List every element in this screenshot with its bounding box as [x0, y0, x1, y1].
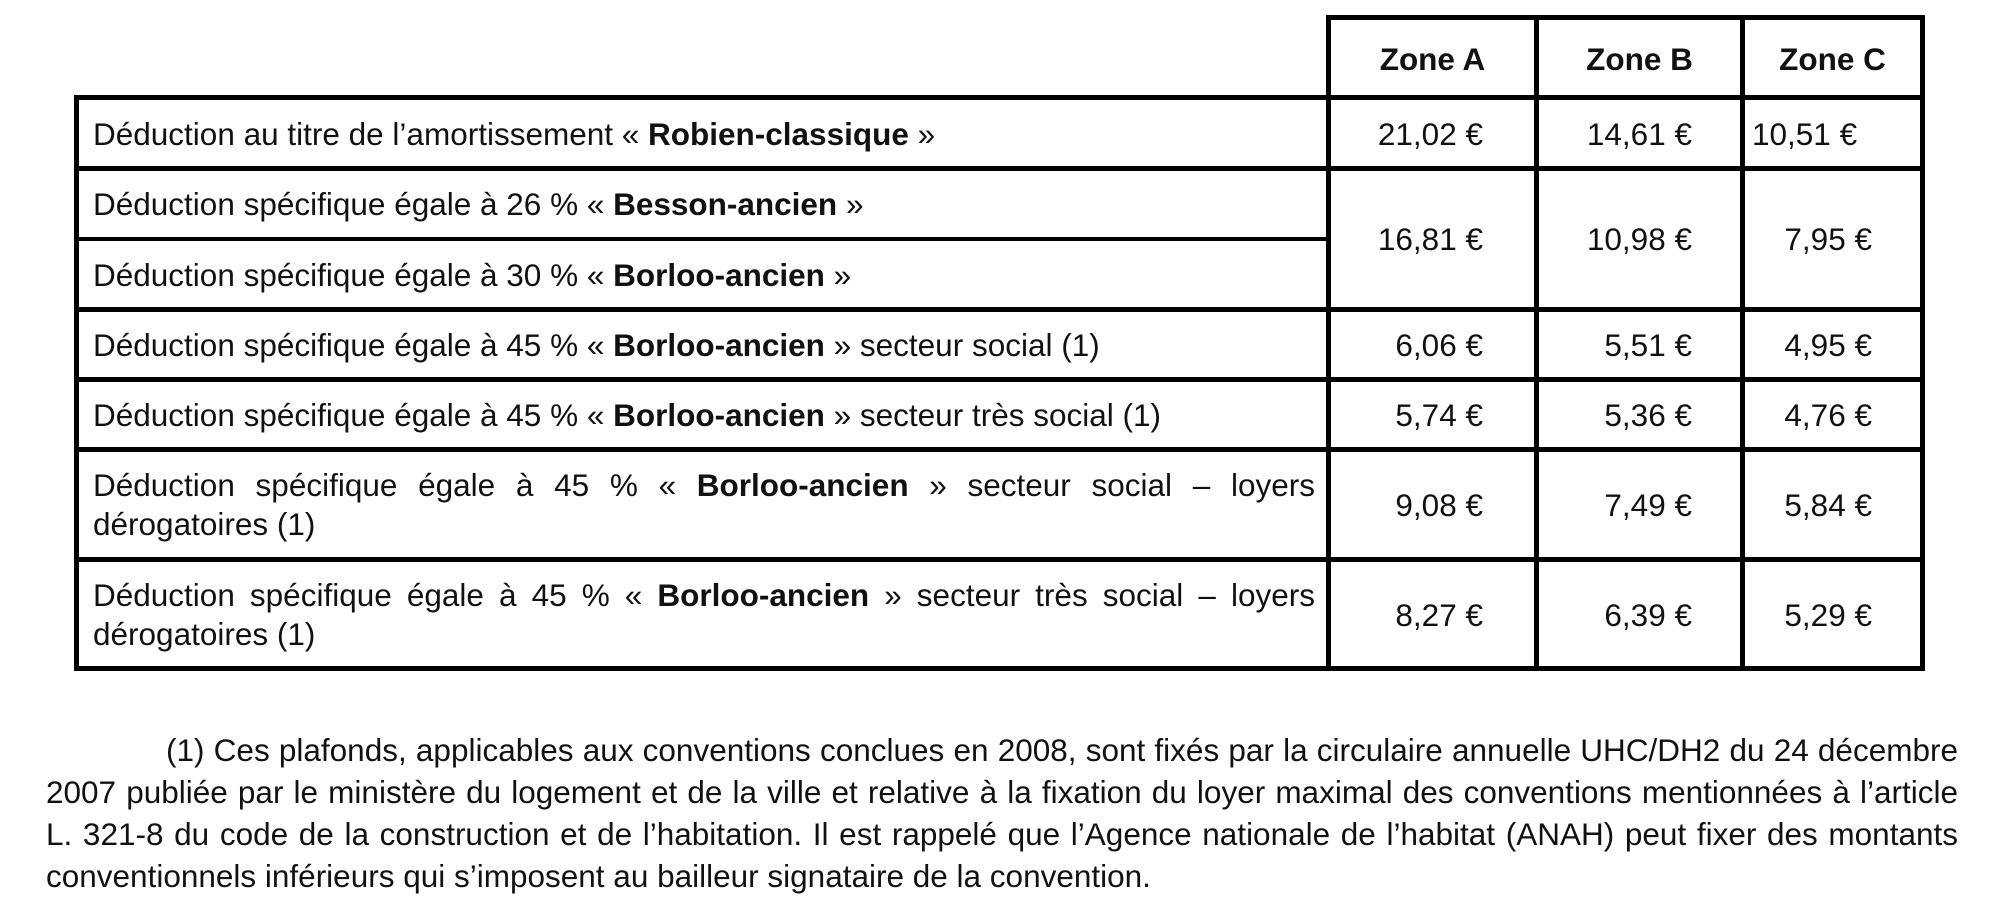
header-zone-b: Zone B [1586, 41, 1693, 77]
value-cell-merged: 7,95 € [1784, 221, 1872, 257]
value-cell: 4,95 € [1784, 327, 1872, 363]
row-rule-5 [74, 447, 1925, 452]
row-label-text: » secteur social – loyers dérogatoires (1) [93, 467, 1315, 542]
value-cell: 21,02 € [1377, 116, 1483, 152]
table-border-left [74, 95, 79, 671]
row-label-borloo-tres-social-derogatoires [93, 576, 1315, 654]
row-label-borloo-social-derogatoires [93, 466, 1315, 544]
value-cell: 5,51 € [1604, 327, 1692, 363]
row-label-borloo-social [93, 326, 1100, 364]
row-label-bold: Borloo-ancien [696, 467, 909, 503]
row-label-text: Déduction spécifique égale à 30 % « [93, 257, 614, 293]
table-header-rule [74, 95, 1925, 100]
row-label-borloo-30 [93, 256, 851, 294]
value-cell: 9,08 € [1395, 487, 1483, 523]
value-cell: 10,51 € [1752, 116, 1858, 152]
value-cell: 5,84 € [1784, 487, 1872, 523]
row-label-bold: Besson-ancien [613, 186, 838, 222]
row-label-text: » secteur social (1) [824, 327, 1100, 363]
row-label-text: Déduction spécifique égale à 45 % « [93, 467, 697, 503]
row-label-borloo-tres-social [93, 396, 1161, 434]
header-zone-c: Zone C [1779, 41, 1886, 77]
row-label-text: Déduction au titre de l’amortissement « [93, 116, 649, 152]
row-rule-4 [74, 377, 1925, 382]
value-cell: 6,06 € [1395, 327, 1483, 363]
value-cell: 5,74 € [1395, 397, 1483, 433]
row-label-text: Déduction spécifique égale à 45 % « [93, 397, 614, 433]
value-cell: 14,61 € [1586, 116, 1692, 152]
value-cell: 5,36 € [1604, 397, 1692, 433]
row-rule-6 [74, 557, 1925, 562]
value-cell-merged: 16,81 € [1377, 221, 1483, 257]
table-border-right [1920, 15, 1925, 671]
row-rule-1 [74, 166, 1925, 171]
row-label-text: » secteur très social (1) [824, 397, 1161, 433]
header-zone-a: Zone A [1379, 41, 1486, 77]
row-label-text: » [824, 257, 852, 293]
footnote: (1) Ces plafonds, applicables aux conventions conclues en 2008, sont fixés par la circulaire annuelle UHC/DH2 du 24 décembre 2007 publiée par le ministère du logement et de la ville et relative à la fixation du loyer maximal des conventions mentionnées à l’article L. 321-8 du code de la construction et de l’habitation. Il est rappelé que l’Agence nationale de l’habitat (ANAH) peut fixer des montants conventionnels inférieurs qui s’imposent au bailleur signataire de la convention. [46, 731, 1958, 894]
value-cell: 7,49 € [1604, 487, 1692, 523]
value-cell: 5,29 € [1784, 597, 1872, 633]
row-label-besson [93, 185, 863, 223]
table-border-top [1326, 15, 1925, 20]
row-label-bold: Borloo-ancien [613, 327, 825, 363]
row-label-bold: Borloo-ancien [657, 577, 870, 613]
row-label-text: Déduction spécifique égale à 45 % « [93, 577, 658, 613]
row-label-text: Déduction spécifique égale à 26 % « [93, 186, 614, 222]
row-rule-3 [74, 307, 1925, 312]
table-border-bottom [74, 666, 1925, 671]
row-label-text: » secteur très social – loyers dérogatoires (1) [93, 577, 1315, 652]
row-label-text: Déduction spécifique égale à 45 % « [93, 327, 614, 363]
value-cell-merged: 10,98 € [1586, 221, 1692, 257]
row-label-text: » [837, 186, 864, 222]
row-label-robien [93, 115, 935, 153]
row-label-bold: Robien-classique [648, 116, 909, 152]
row-rule-2-partial [74, 237, 1328, 241]
row-label-bold: Borloo-ancien [613, 257, 825, 293]
value-cell: 8,27 € [1395, 597, 1483, 633]
value-cell: 4,76 € [1784, 397, 1872, 433]
row-label-text: » [908, 116, 936, 152]
row-label-bold: Borloo-ancien [613, 397, 825, 433]
value-cell: 6,39 € [1604, 597, 1692, 633]
